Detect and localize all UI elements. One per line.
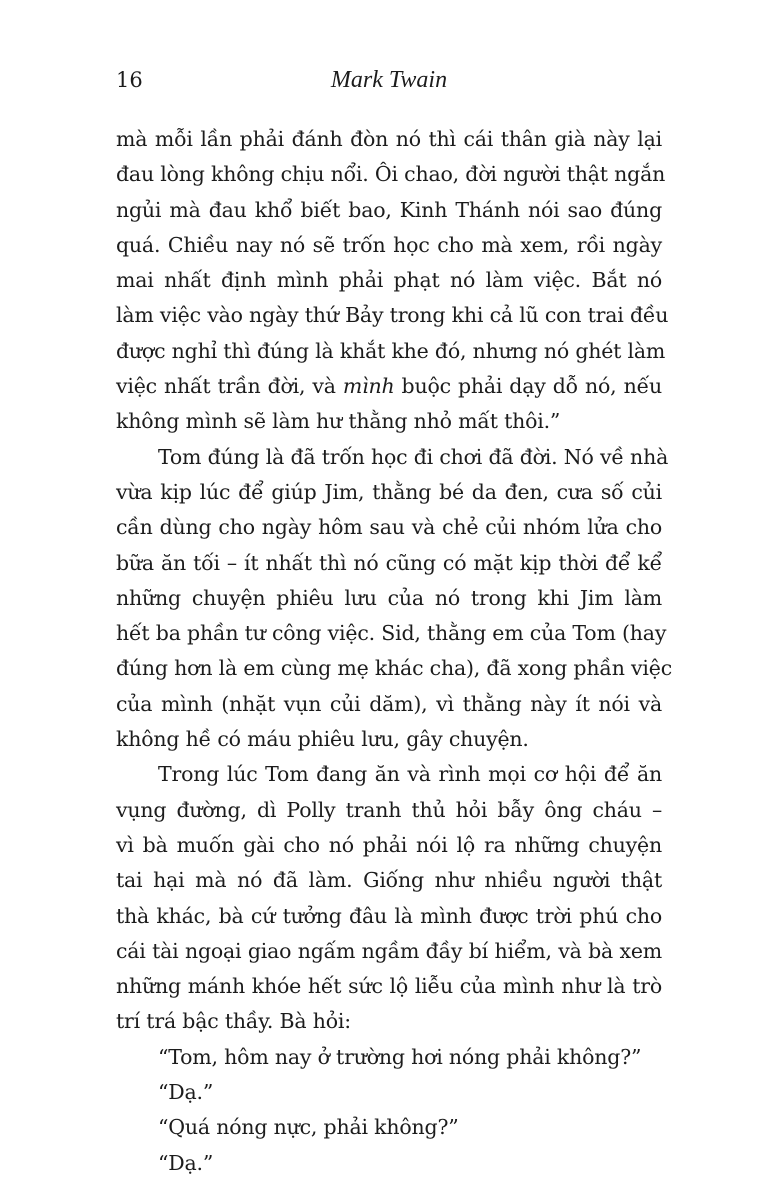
running-head: [116, 64, 662, 96]
text-line-indented: Tom đúng là đã trốn học đi chơi đã đời. Nó về nhà: [158, 444, 669, 469]
emphasized-word: mình: [342, 374, 395, 399]
text-run: việc nhất trần đời, và: [116, 374, 343, 399]
page-number: 16: [116, 68, 143, 92]
body-text: [116, 122, 672, 1181]
text-line: không hề có máu phiêu lưu, gây chuyện.: [116, 727, 529, 752]
dialogue-line: “Tom, hôm nay ở trường hơi nóng phải không?”: [158, 1044, 642, 1069]
paragraph-3: [116, 757, 662, 1039]
text-line: mà mỗi lần phải đánh đòn nó thì cái thân già này lại: [116, 127, 662, 151]
text-line: đau lòng không chịu nổi. Ôi chao, đời người thật ngắn: [116, 162, 666, 187]
running-title-author: Mark Twain: [330, 67, 448, 93]
text-line: cần dùng cho ngày hôm sau và chẻ củi nhóm lửa cho: [116, 515, 662, 540]
text-line: của mình (nhặt vụn củi dăm), vì thằng này ít nói và: [116, 691, 662, 716]
text-line: vừa kịp lúc để giúp Jim, thằng bé da đen, cưa số củi: [116, 479, 662, 504]
text-line: mai nhất định mình phải phạt nó làm việc. Bắt nó: [116, 268, 662, 293]
text-line: trí trá bậc thầy. Bà hỏi:: [116, 1009, 351, 1034]
text-line: cái tài ngoại giao ngấm ngầm đầy bí hiểm, và bà xem: [116, 938, 662, 963]
text-line: thà khác, bà cứ tưởng đâu là mình được trời phú cho: [116, 903, 662, 928]
text-line: ngủi mà đau khổ biết bao, Kinh Thánh nói sao đúng: [116, 197, 662, 222]
text-line: những chuyện phiêu lưu của nó trong khi Jim làm: [116, 585, 662, 610]
text-line: quá. Chiều nay nó sẽ trốn học cho mà xem, rồi ngày: [116, 232, 662, 257]
text-line: đúng hơn là em cùng mẹ khác cha), đã xong phần việc: [116, 656, 672, 681]
text-line: những mánh khóe hết sức lộ liễu của mình như là trò: [116, 974, 662, 999]
text-line: làm việc vào ngày thứ Bảy trong khi cả lũ con trai đều: [116, 303, 669, 328]
text-run: buộc phải dạy dỗ nó, nếu: [394, 374, 662, 399]
text-line: vụng đường, dì Polly tranh thủ hỏi bẫy ông cháu –: [116, 797, 662, 822]
paragraph-2: [116, 440, 672, 758]
text-line: được nghỉ thì đúng là khắt khe đó, nhưng nó ghét làm: [116, 338, 666, 363]
dialogue-line: “Dạ.”: [158, 1150, 214, 1175]
text-line: hết ba phần tư công việc. Sid, thằng em của Tom (hay: [116, 621, 667, 646]
dialogue-line: “Quá nóng nực, phải không?”: [158, 1115, 459, 1140]
text-line: tai hại mà nó đã làm. Giống như nhiều người thật: [116, 868, 662, 893]
dialogue-block: [116, 1040, 662, 1181]
text-line-indented: Trong lúc Tom đang ăn và rình mọi cơ hội để ăn: [158, 762, 662, 787]
text-line-with-emphasis: [116, 369, 662, 404]
text-line: vì bà muốn gài cho nó phải nói lộ ra những chuyện: [116, 832, 662, 857]
text-line: bữa ăn tối – ít nhất thì nó cũng có mặt kịp thời để kể: [116, 550, 662, 575]
text-line: không mình sẽ làm hư thằng nhỏ mất thôi.”: [116, 409, 561, 434]
dialogue-line: “Dạ.”: [158, 1080, 214, 1105]
paragraph-1: [116, 122, 669, 440]
